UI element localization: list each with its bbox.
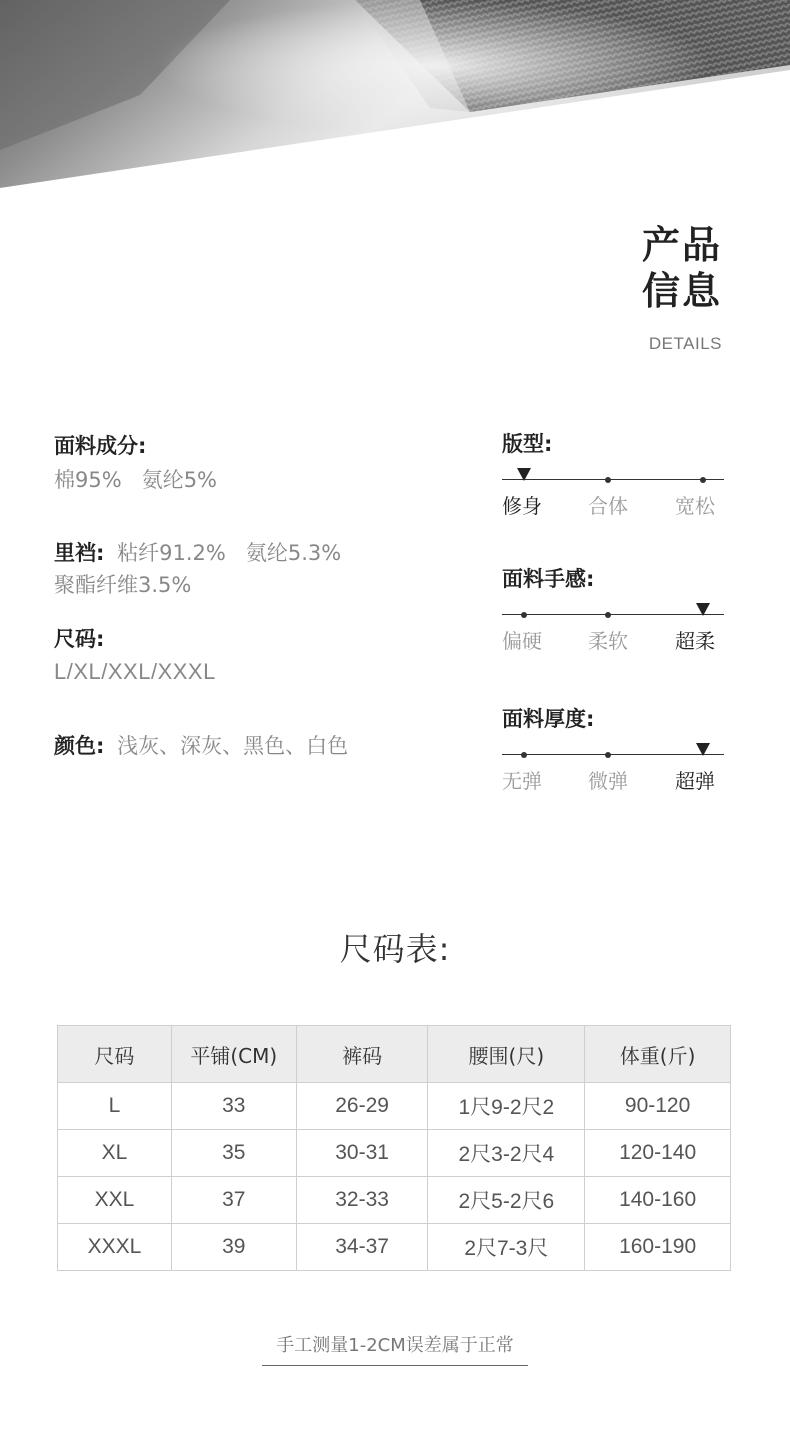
scale-line (502, 754, 724, 755)
scale-thickness-option-1: 微弹 (588, 769, 628, 793)
spec-material-label: 面料成分: (54, 434, 147, 458)
table-cell: 160-190 (585, 1224, 731, 1271)
table-cell: 32-33 (296, 1177, 428, 1224)
table-header-cell: 尺码 (58, 1026, 172, 1083)
table-cell: XXL (58, 1177, 172, 1224)
scale-hand-feel (502, 563, 724, 651)
table-row (58, 1083, 731, 1130)
scale-hand-feel-option-0: 偏硬 (502, 629, 542, 653)
scale-fit-option-2: 宽松 (675, 494, 715, 518)
heading-subtitle: DETAILS (648, 334, 722, 353)
scale-dot (521, 752, 527, 758)
scale-fit (502, 428, 724, 516)
scale-thickness-option-2: 超弹 (675, 769, 715, 793)
fabric-banner-image (0, 0, 790, 190)
scale-dot (605, 612, 611, 618)
spec-crotch-value: 粘纤91.2% 氨纶5.3% (117, 541, 342, 565)
table-row (58, 1130, 731, 1177)
table-cell: 34-37 (296, 1224, 428, 1271)
scale-selected-marker-icon (517, 468, 531, 481)
spec-material-value: 棉95% 氨纶5% (54, 468, 218, 492)
scale-thickness-title: 面料厚度: (502, 707, 595, 731)
heading-line-2: 信息 (641, 269, 722, 313)
scale-thickness-option-0: 无弹 (502, 769, 542, 793)
table-cell: 2尺3-2尺4 (428, 1130, 585, 1177)
size-table-title: 尺码表: (339, 930, 451, 968)
scale-hand-feel-option-1: 柔软 (588, 629, 628, 653)
spec-crotch (54, 537, 341, 599)
spec-crotch-label: 里裆: (54, 541, 105, 565)
spec-size (54, 623, 216, 685)
table-cell: 26-29 (296, 1083, 428, 1130)
spec-size-label: 尺码: (54, 627, 105, 651)
table-header-cell: 平铺(CM) (171, 1026, 296, 1083)
table-cell: 37 (171, 1177, 296, 1224)
table-cell: 2尺5-2尺6 (428, 1177, 585, 1224)
table-row (58, 1224, 731, 1271)
scale-line (502, 479, 724, 480)
scale-hand-feel-track (502, 607, 724, 625)
table-header-cell: 腰围(尺) (428, 1026, 585, 1083)
table-header-cell: 裤码 (296, 1026, 428, 1083)
table-cell: 140-160 (585, 1177, 731, 1224)
table-cell: 33 (171, 1083, 296, 1130)
table-cell: 1尺9-2尺2 (428, 1083, 585, 1130)
table-cell: 120-140 (585, 1130, 731, 1177)
scale-dot (605, 477, 611, 483)
scale-selected-marker-icon (696, 743, 710, 756)
spec-color-label: 颜色: (54, 734, 105, 758)
table-header-row (58, 1026, 731, 1083)
table-cell: 90-120 (585, 1083, 731, 1130)
spec-material (54, 430, 217, 494)
scale-hand-feel-option-2: 超柔 (675, 629, 715, 653)
scale-fit-option-0: 修身 (502, 494, 542, 518)
measurement-note: 手工测量1-2CM误差属于正常 (262, 1331, 528, 1366)
section-heading (642, 222, 722, 354)
scale-dot (605, 752, 611, 758)
table-cell: 30-31 (296, 1130, 428, 1177)
scale-hand-feel-title: 面料手感: (502, 567, 595, 591)
heading-line-1: 产品 (641, 223, 722, 267)
scale-hand-feel-options (502, 625, 724, 651)
size-table (57, 1025, 731, 1271)
table-cell: XL (58, 1130, 172, 1177)
scale-fit-track (502, 472, 724, 490)
scale-fit-options (502, 490, 724, 516)
table-cell: L (58, 1083, 172, 1130)
table-cell: 2尺7-3尺 (428, 1224, 585, 1271)
spec-crotch-value-2: 聚酯纤维3.5% (54, 573, 192, 597)
table-cell: 39 (171, 1224, 296, 1271)
table-row (58, 1177, 731, 1224)
scale-fit-option-1: 合体 (588, 494, 628, 518)
scale-thickness-options (502, 765, 724, 791)
table-cell: XXXL (58, 1224, 172, 1271)
scale-dot (700, 477, 706, 483)
table-header-cell: 体重(斤) (585, 1026, 731, 1083)
spec-size-value: L/XL/XXL/XXXL (54, 659, 216, 684)
spec-color-value: 浅灰、深灰、黑色、白色 (117, 734, 349, 758)
table-cell: 35 (171, 1130, 296, 1177)
scale-dot (521, 612, 527, 618)
scale-fit-title: 版型: (502, 432, 553, 456)
scale-thickness-track (502, 747, 724, 765)
spec-color (54, 730, 348, 760)
scale-selected-marker-icon (696, 603, 710, 616)
scale-line (502, 614, 724, 615)
scale-thickness (502, 703, 724, 791)
